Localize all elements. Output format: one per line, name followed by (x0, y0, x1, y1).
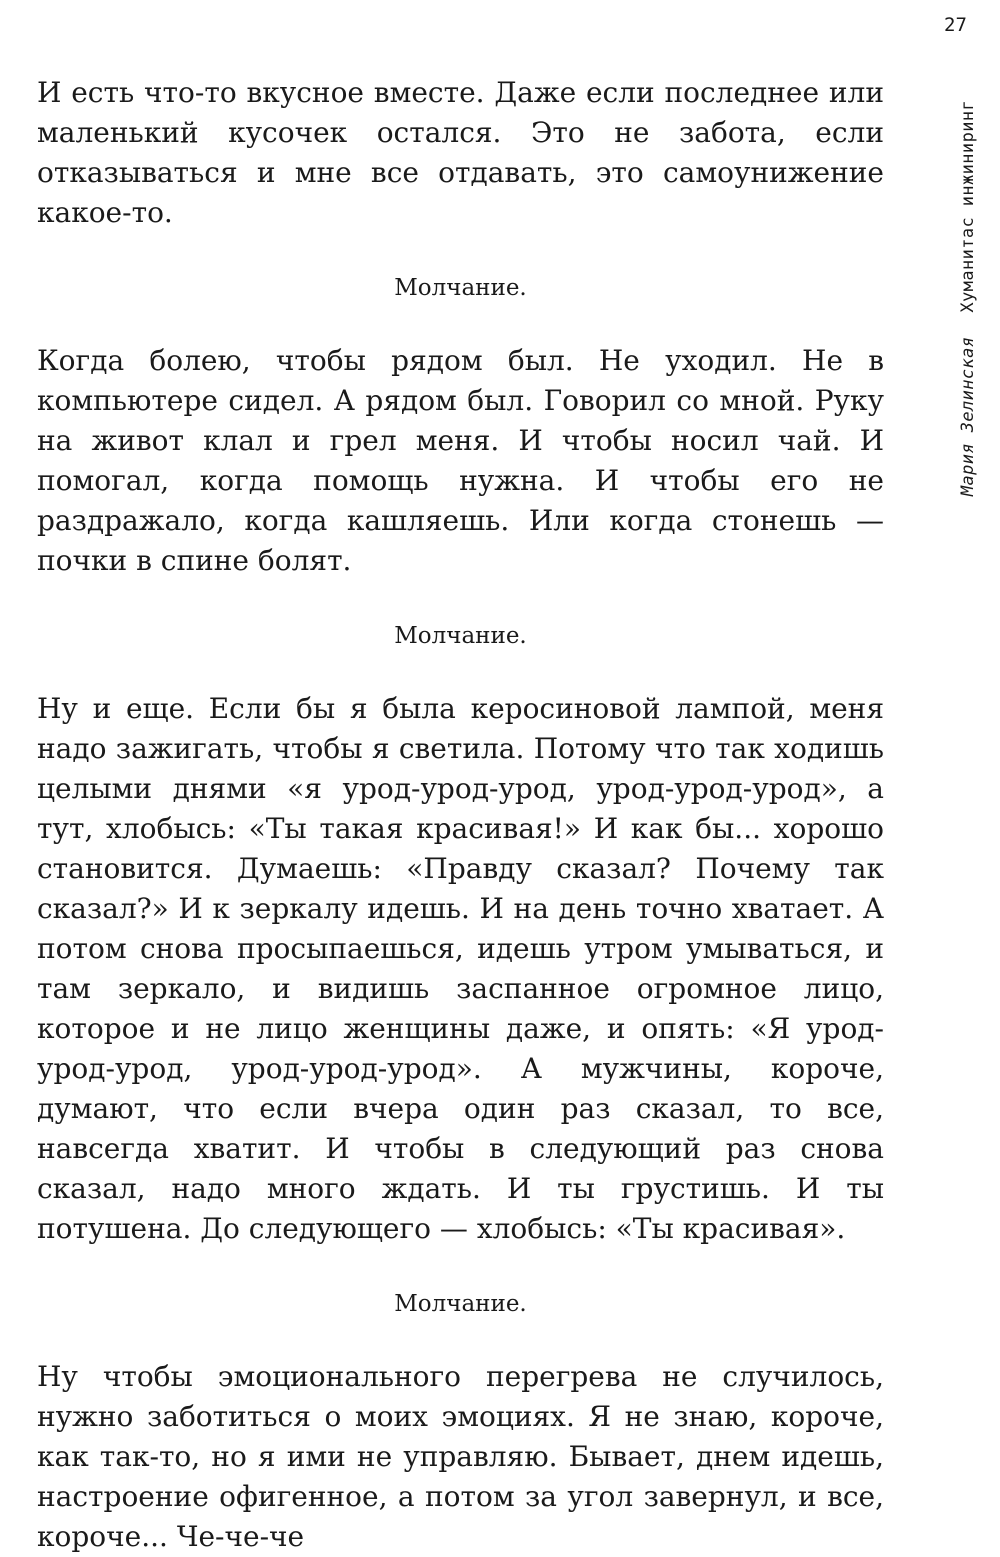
page-number: 27 (944, 14, 967, 36)
running-header-title: Хуманитас инжиниринг (958, 99, 978, 313)
paragraph: И есть что-то вкусное вместе. Даже если последнее или маленький кусочек остался. Это не забота, если отказываться и мне все отдавать, это самоунижение какое-то. (37, 76, 884, 229)
page-body (37, 73, 884, 1557)
stage-direction: Молчание. (394, 623, 527, 649)
running-header-author: Мария Зелинская (958, 336, 978, 497)
stage-direction: Молчание. (394, 275, 527, 301)
paragraph: Ну и еще. Если бы я была керосиновой лампой, меня надо зажигать, чтобы я светила. Потому что так ходишь целыми днями «я урод-урод-урод, урод-урод-урод», а тут, хлобысь: «Ты такая красивая!» И как бы... хорошо становится. Думаешь: «Правду сказал? Почему так сказал?» И к зеркалу идешь. И на день точно хватает. А потом снова просыпаешься, идешь утром умываться, и там зеркало, и видишь заспанное огромное лицо, которое и не лицо женщины даже, и опять: «Я урод-урод-урод, урод-урод-урод». А мужчины, короче, думают, что если вчера один раз сказал, то все, навсегда хватит. И чтобы в следующий раз снова сказал, надо много ждать. И ты грустишь. И ты потушена. До следующего — хлобысь: «Ты красивая». (37, 692, 884, 1245)
stage-direction: Молчание. (394, 1291, 527, 1317)
paragraph: Когда болею, чтобы рядом был. Не уходил. Не в компьютере сидел. А рядом был. Говорил со мной. Руку на живот клал и грел меня. И чтобы носил чай. И помогал, когда помощь нужна. И чтобы его не раздражало, когда кашляешь. Или когда стонешь — почки в спине болят. (37, 344, 884, 577)
paragraph: Ну чтобы эмоционального перегрева не случилось, нужно заботиться о моих эмоциях. Я не знаю, короче, как так-то, но я ими не управляю. Бывает, днем идешь, настроение офигенное, а потом за угол завернул, и все, короче... Че-че-че (37, 1360, 884, 1553)
